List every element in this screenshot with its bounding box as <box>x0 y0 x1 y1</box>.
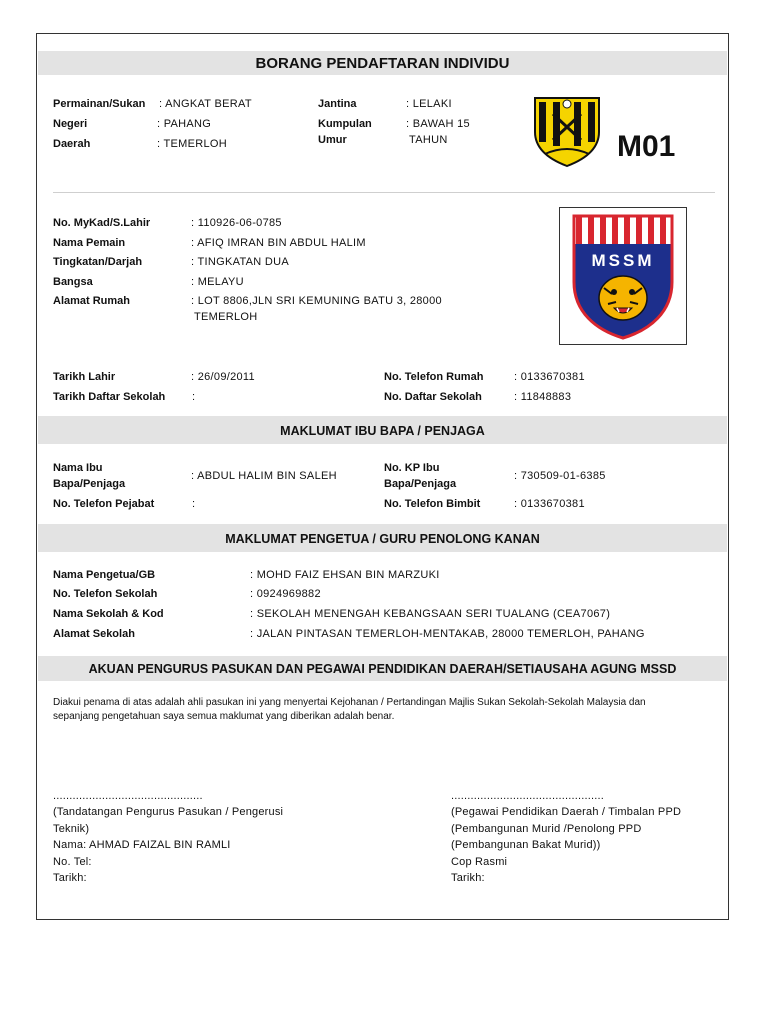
home-phone-value: : 0133670381 <box>514 371 585 383</box>
player-name-label: Nama Pemain <box>53 237 126 249</box>
left-signature-line: .............................................. <box>53 790 203 802</box>
sport-value: : ANGKAT BERAT <box>159 98 252 110</box>
home-phone-label: No. Telefon Rumah <box>384 371 484 383</box>
left-signature-caption: (Tandatangan Pengurus Pasukan / Pengerusi <box>53 806 284 818</box>
gender-value: : LELAKI <box>406 98 452 110</box>
parent-name-label: Nama Ibu <box>53 462 103 474</box>
declaration-line-1: Diakui penama di atas adalah ahli pasukan ini yang menyertai Kejohanan / Pertandingan Majlis Sukan Sekolah-Sekolah Malaysia dan <box>53 697 646 708</box>
right-signature-caption-2: (Pembangunan Murid /Penolong PPD <box>451 823 642 835</box>
mssm-emblem-frame <box>559 207 687 345</box>
manager-name: Nama: AHMAD FAIZAL BIN RAMLI <box>53 839 231 851</box>
district-label: Daerah <box>53 138 91 150</box>
declaration-heading: AKUAN PENGURUS PASUKAN DAN PEGAWAI PENDIDIKAN DAERAH/SETIAUSAHA AGUNG MSSD <box>38 656 727 681</box>
mobile-phone-label: No. Telefon Bimbit <box>384 498 481 510</box>
player-name-value: : AFIQ IMRAN BIN ABDUL HALIM <box>191 237 366 249</box>
parent-section-heading: MAKLUMAT IBU BAPA / PENJAGA <box>38 416 727 444</box>
dob-value: : 26/09/2011 <box>191 371 255 383</box>
parent-kp-value: : 730509-01-6385 <box>514 470 606 482</box>
state-label: Negeri <box>53 118 88 130</box>
agegroup-value-2: TAHUN <box>409 134 448 146</box>
parent-name-value: : ABDUL HALIM BIN SALEH <box>191 470 337 482</box>
declaration-line-2: sepanjang pengetahuan saya semua maklumat yang diberikan adalah benar. <box>53 711 395 722</box>
mssm-tiger-icon <box>560 208 686 344</box>
district-value: : TEMERLOH <box>157 138 228 150</box>
grade-label: Tingkatan/Darjah <box>53 256 143 268</box>
divider <box>53 192 715 193</box>
manager-phone: No. Tel: <box>53 856 92 868</box>
parent-kp-label-2: Bapa/Penjaga <box>384 478 457 490</box>
principal-section-heading: MAKLUMAT PENGETUA / GURU PENOLONG KANAN <box>38 524 727 552</box>
race-label: Bangsa <box>53 276 93 288</box>
grade-value: : TINGKATAN DUA <box>191 256 290 268</box>
home-address-value-2: TEMERLOH <box>194 311 258 323</box>
agegroup-value: : BAWAH 15 <box>406 118 470 130</box>
form-code: M01 <box>617 130 676 163</box>
principal-name-label: Nama Pengetua/GB <box>53 569 156 581</box>
registration-form <box>36 33 729 920</box>
dob-label: Tarikh Lahir <box>53 371 116 383</box>
agegroup-label-2: Umur <box>318 134 347 146</box>
office-phone-value: : <box>192 498 196 510</box>
state-value: : PAHANG <box>157 118 212 130</box>
mykad-label: No. MyKad/S.Lahir <box>53 217 151 229</box>
parent-name-label-2: Bapa/Penjaga <box>53 478 126 490</box>
left-signature-caption-2: Teknik) <box>53 823 90 835</box>
office-phone-label: No. Telefon Pejabat <box>53 498 155 510</box>
officer-date: Tarikh: <box>451 872 485 884</box>
school-phone-value: : 0924969882 <box>250 588 321 600</box>
principal-name-value: : MOHD FAIZ EHSAN BIN MARZUKI <box>250 569 440 581</box>
home-address-label: Alamat Rumah <box>53 295 131 307</box>
agegroup-label: Kumpulan <box>318 118 372 130</box>
school-name-label: Nama Sekolah & Kod <box>53 608 164 620</box>
school-address-value: : JALAN PINTASAN TEMERLOH-MENTAKAB, 28000 TEMERLOH, PAHANG <box>250 628 645 640</box>
school-regdate-value: : <box>192 391 196 403</box>
form-title: BORANG PENDAFTARAN INDIVIDU <box>38 51 727 75</box>
school-reg-no-label: No. Daftar Sekolah <box>384 391 482 403</box>
right-signature-caption: (Pegawai Pendidikan Daerah / Timbalan PPD <box>451 806 682 818</box>
mykad-value: : 110926-06-0785 <box>191 217 282 229</box>
race-value: : MELAYU <box>191 276 244 288</box>
school-name-value: : SEKOLAH MENENGAH KEBANGSAAN SERI TUALANG (CEA7067) <box>250 608 611 620</box>
gender-label: Jantina <box>318 98 357 110</box>
right-signature-caption-3: (Pembangunan Bakat Murid)) <box>451 839 601 851</box>
parent-kp-label: No. KP Ibu <box>384 462 440 474</box>
manager-date: Tarikh: <box>53 872 87 884</box>
school-regdate-label: Tarikh Daftar Sekolah <box>53 391 166 403</box>
home-address-value: : LOT 8806,JLN SRI KEMUNING BATU 3, 28000 <box>191 295 442 307</box>
school-address-label: Alamat Sekolah <box>53 628 135 640</box>
mobile-phone-value: : 0133670381 <box>514 498 585 510</box>
official-stamp: Cop Rasmi <box>451 856 508 868</box>
school-phone-label: No. Telefon Sekolah <box>53 588 158 600</box>
pahang-shield-icon <box>531 94 603 168</box>
right-signature-line: ............................................... <box>451 790 605 802</box>
mssm-text: MSSM <box>591 251 655 270</box>
school-reg-no-value: : 11848883 <box>514 391 572 403</box>
sport-label: Permainan/Sukan <box>53 98 146 110</box>
